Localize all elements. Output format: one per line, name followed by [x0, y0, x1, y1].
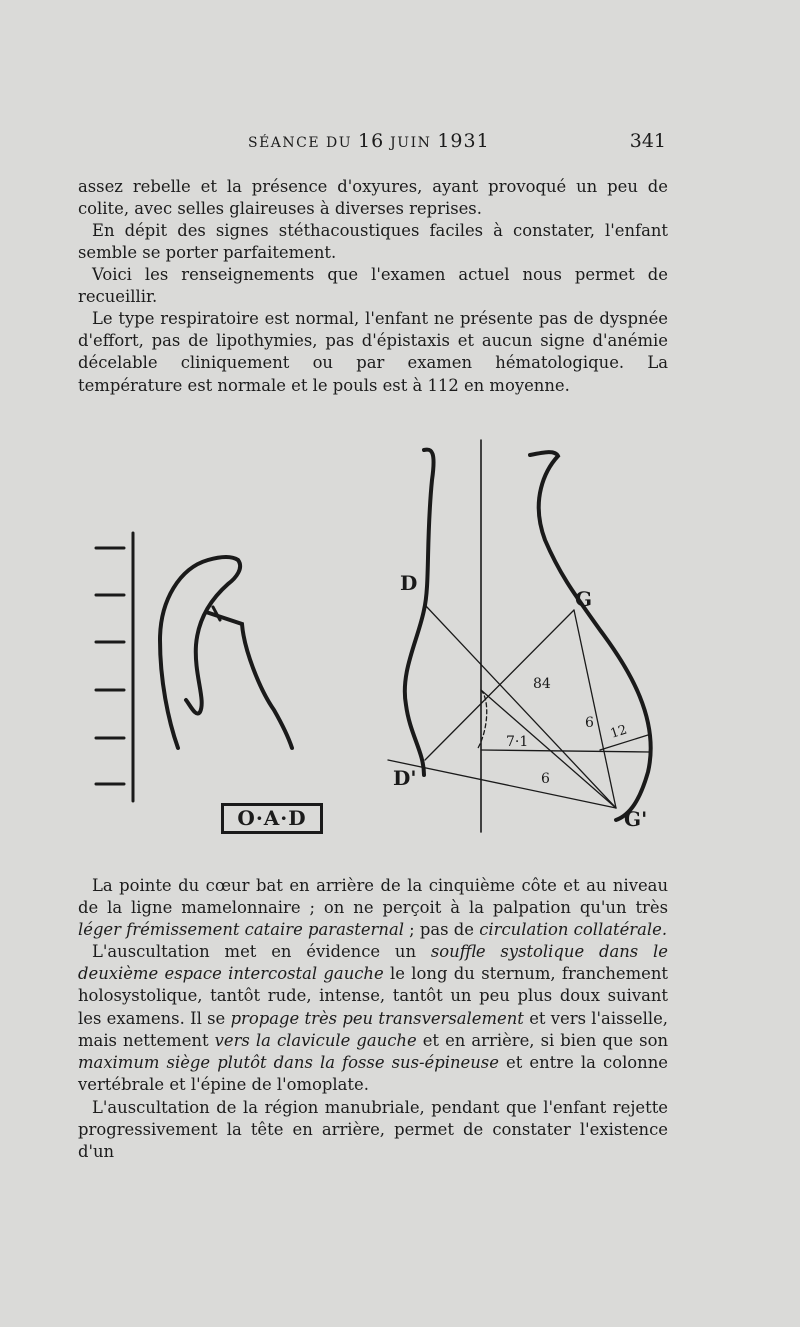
measure-7-1: 7·1: [506, 734, 529, 750]
header-title: SÉANCE DU 16 JUIN 1931: [248, 130, 490, 152]
oad-label-box: O·A·D: [221, 803, 323, 834]
arch-right: [206, 612, 292, 748]
right-heart-border: [405, 450, 434, 775]
paragraph-6: L'auscultation met en évidence un souffle systolique dans le deuxième espace intercostal gauche le long du sternum, franchement holosystolique, tantôt rude, intense, tantôt un peu plus doux suivant les examens. Il se propage très peu transversalement et vers l'aisselle, mais nettement vers la clavicule gauche et en arrière, si bien que son maximum siège plutôt dans la fosse sus-épineuse et entre la colonne vertébrale et l'épine de l'omoplate.: [78, 942, 668, 1095]
measure-6-a: 6: [585, 715, 594, 731]
paragraph-2: En dépit des signes stéthacoustiques faciles à constater, l'enfant semble se porter parfaitement.: [78, 221, 668, 263]
paragraph-7: L'auscultation de la région manubriale, pendant que l'enfant rejette progressivement la tête en arrière, permet de constater l'existence d'un: [78, 1098, 668, 1162]
paragraph-1: assez rebelle et la présence d'oxyures, ayant provoqué un peu de colite, avec selles glaireuses à diverses reprises.: [78, 177, 668, 219]
label-G-prime: G': [624, 807, 648, 831]
paragraph-5: La pointe du cœur bat en arrière de la cinquième côte et au niveau de la ligne mamelonnaire ; on ne perçoit à la palpation qu'un très léger frémissement cataire parasternal ; pas de circulation collatérale.: [78, 876, 668, 940]
paragraph-4: Le type respiratoire est normal, l'enfant ne présente pas de dyspnée d'effort, pas de lipothymies, pas d'épistaxis et aucun signe d'anémie décelable cliniquement ou par examen hématologique. La température est normale et le pouls est à 112 en moyenne.: [78, 309, 668, 395]
paragraph-3: Voici les renseignements que l'examen actuel nous permet de recueillir.: [78, 265, 668, 307]
label-D-prime: D': [393, 766, 417, 790]
label-G: G: [575, 587, 593, 611]
arch-inner: [186, 560, 240, 714]
page-number: 341: [629, 130, 666, 152]
measure-6-b: 6: [541, 771, 550, 787]
measure-84: 84: [533, 676, 551, 692]
label-D: D: [400, 571, 418, 595]
measure-12: 12: [608, 722, 629, 742]
